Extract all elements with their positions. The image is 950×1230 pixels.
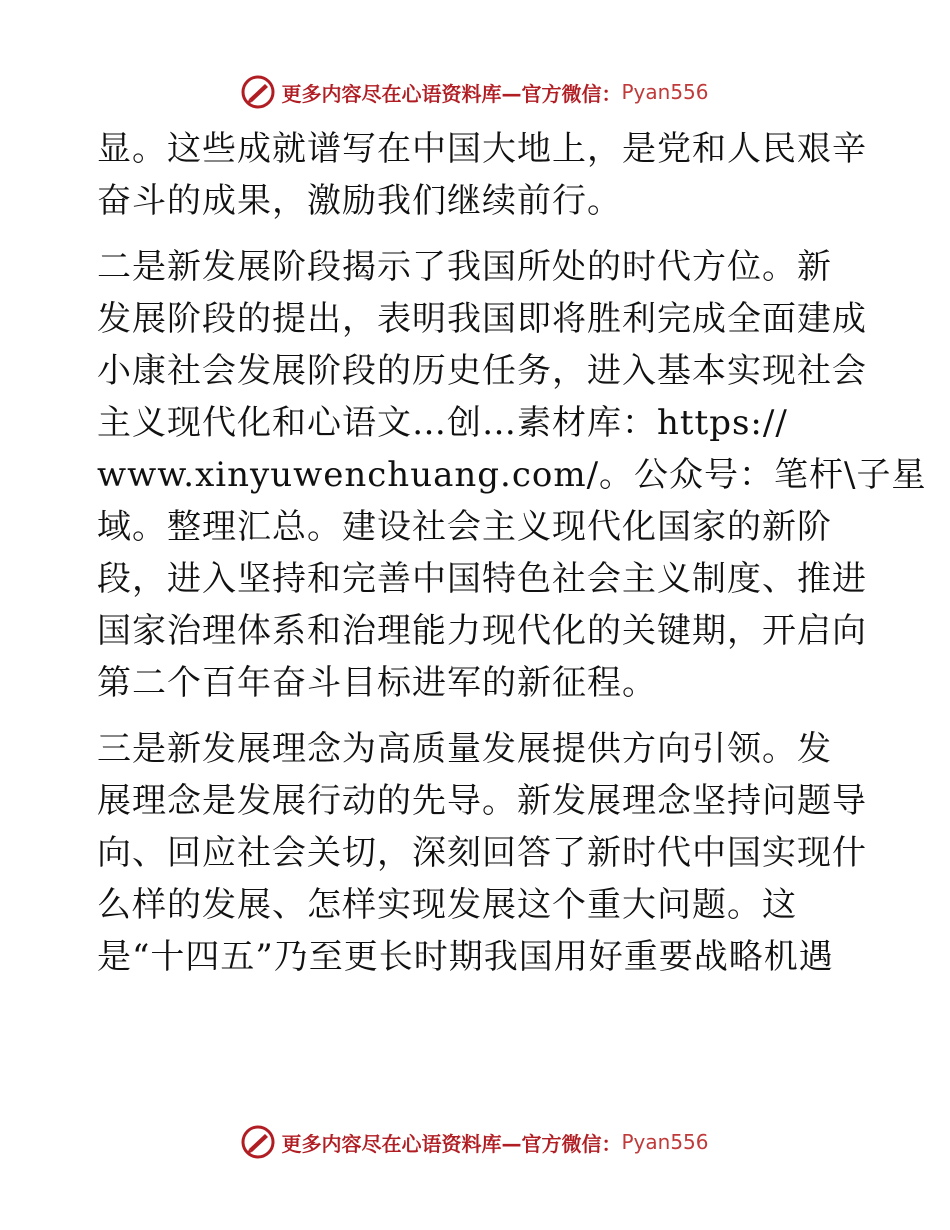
header-watermark bbox=[0, 72, 950, 112]
paragraph bbox=[97, 723, 867, 983]
watermark-text: 更多内容尽在心语资料库—官方微信： bbox=[281, 81, 622, 106]
text-line: 段，进入坚持和完善中国特色社会主义制度、推进 bbox=[97, 559, 867, 599]
pen-logo-icon bbox=[241, 1125, 275, 1159]
text-line: 域。整理汇总。建设社会主义现代化国家的新阶 bbox=[97, 507, 832, 547]
paragraph bbox=[97, 241, 927, 709]
text-line: 么样的发展、怎样实现发展这个重大问题。这 bbox=[97, 885, 797, 925]
text-line: 向、回应社会关切，深刻回答了新时代中国实现什 bbox=[97, 833, 867, 873]
text-line: 第二个百年奋斗目标进军的新征程。 bbox=[97, 663, 657, 703]
document-body bbox=[97, 123, 927, 997]
text-line: 显。这些成就谱写在中国大地上，是党和人民艰辛 bbox=[97, 129, 867, 169]
footer-watermark bbox=[0, 1122, 950, 1162]
pen-logo-icon bbox=[241, 75, 275, 109]
text-line: 三是新发展理念为高质量发展提供方向引领。发 bbox=[97, 729, 832, 769]
watermark-account: Pyan556 bbox=[621, 80, 709, 104]
text-line: 发展阶段的提出，表明我国即将胜利完成全面建成 bbox=[97, 299, 867, 339]
text-line: 奋斗的成果，激励我们继续前行。 bbox=[97, 181, 622, 221]
text-line: 是“十四五”乃至更长时期我国用好重要战略机遇 bbox=[97, 937, 834, 977]
text-line: 展理念是发展行动的先导。新发展理念坚持问题导 bbox=[97, 781, 867, 821]
text-line: www.xinyuwenchuang.com/。公众号：笔杆\子星 bbox=[97, 455, 927, 495]
paragraph bbox=[97, 123, 867, 227]
text-line: 国家治理体系和治理能力现代化的关键期，开启向 bbox=[97, 611, 867, 651]
text-line: 小康社会发展阶段的历史任务，进入基本实现社会 bbox=[97, 351, 867, 391]
text-line: 主义现代化和心语文…创…素材库：https:// bbox=[97, 403, 788, 443]
watermark-account: Pyan556 bbox=[621, 1130, 709, 1154]
watermark-text: 更多内容尽在心语资料库—官方微信： bbox=[281, 1131, 622, 1156]
text-line: 二是新发展阶段揭示了我国所处的时代方位。新 bbox=[97, 247, 832, 287]
